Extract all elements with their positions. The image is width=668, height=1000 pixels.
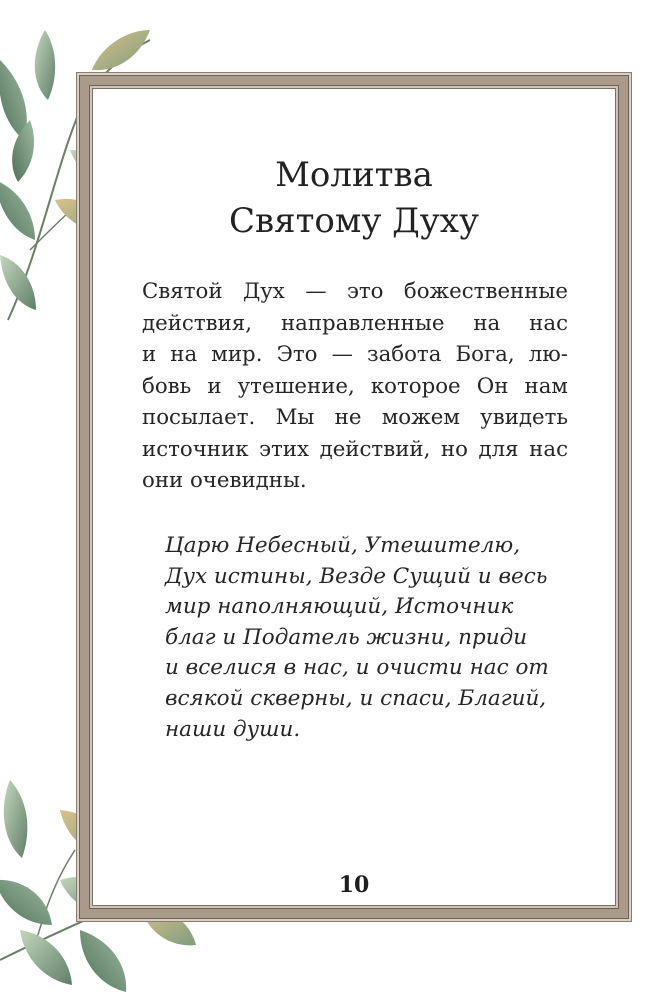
prayer-line: всякой скверны, и спаси, Благий, bbox=[165, 685, 547, 711]
intro-line: Святой Дух — это божественные bbox=[142, 279, 568, 304]
prayer-line: и вселися в нас, и очисти нас от bbox=[165, 655, 549, 681]
page-number: 10 bbox=[338, 872, 370, 898]
intro-line: они очевидны. bbox=[142, 468, 307, 493]
prayer-line: наши души. bbox=[165, 716, 301, 742]
prayer-line: благ и Податель жизни, приди bbox=[165, 624, 528, 650]
intro-line: источник этих действий, но для нас bbox=[142, 436, 568, 462]
intro-line: действия, направленные на нас bbox=[142, 310, 568, 336]
page-title bbox=[80, 152, 628, 244]
prayer-line: Дух истины, Везде Сущий и весь bbox=[165, 563, 548, 589]
title-line: Святому Духу bbox=[229, 201, 479, 241]
intro-line: бовь и утешение, которое Он нам bbox=[142, 373, 568, 399]
prayer-text bbox=[165, 531, 565, 745]
prayer-line: Царю Небесный, Утешителю, bbox=[165, 533, 521, 558]
intro-paragraph bbox=[142, 276, 568, 497]
prayer-line: мир наполняющий, Источник bbox=[165, 594, 514, 620]
intro-line: и на мир. Это — забота Бога, лю- bbox=[142, 342, 568, 367]
intro-line: посылает. Мы не можем увидеть bbox=[142, 405, 568, 430]
title-line: Молитва bbox=[275, 155, 433, 195]
